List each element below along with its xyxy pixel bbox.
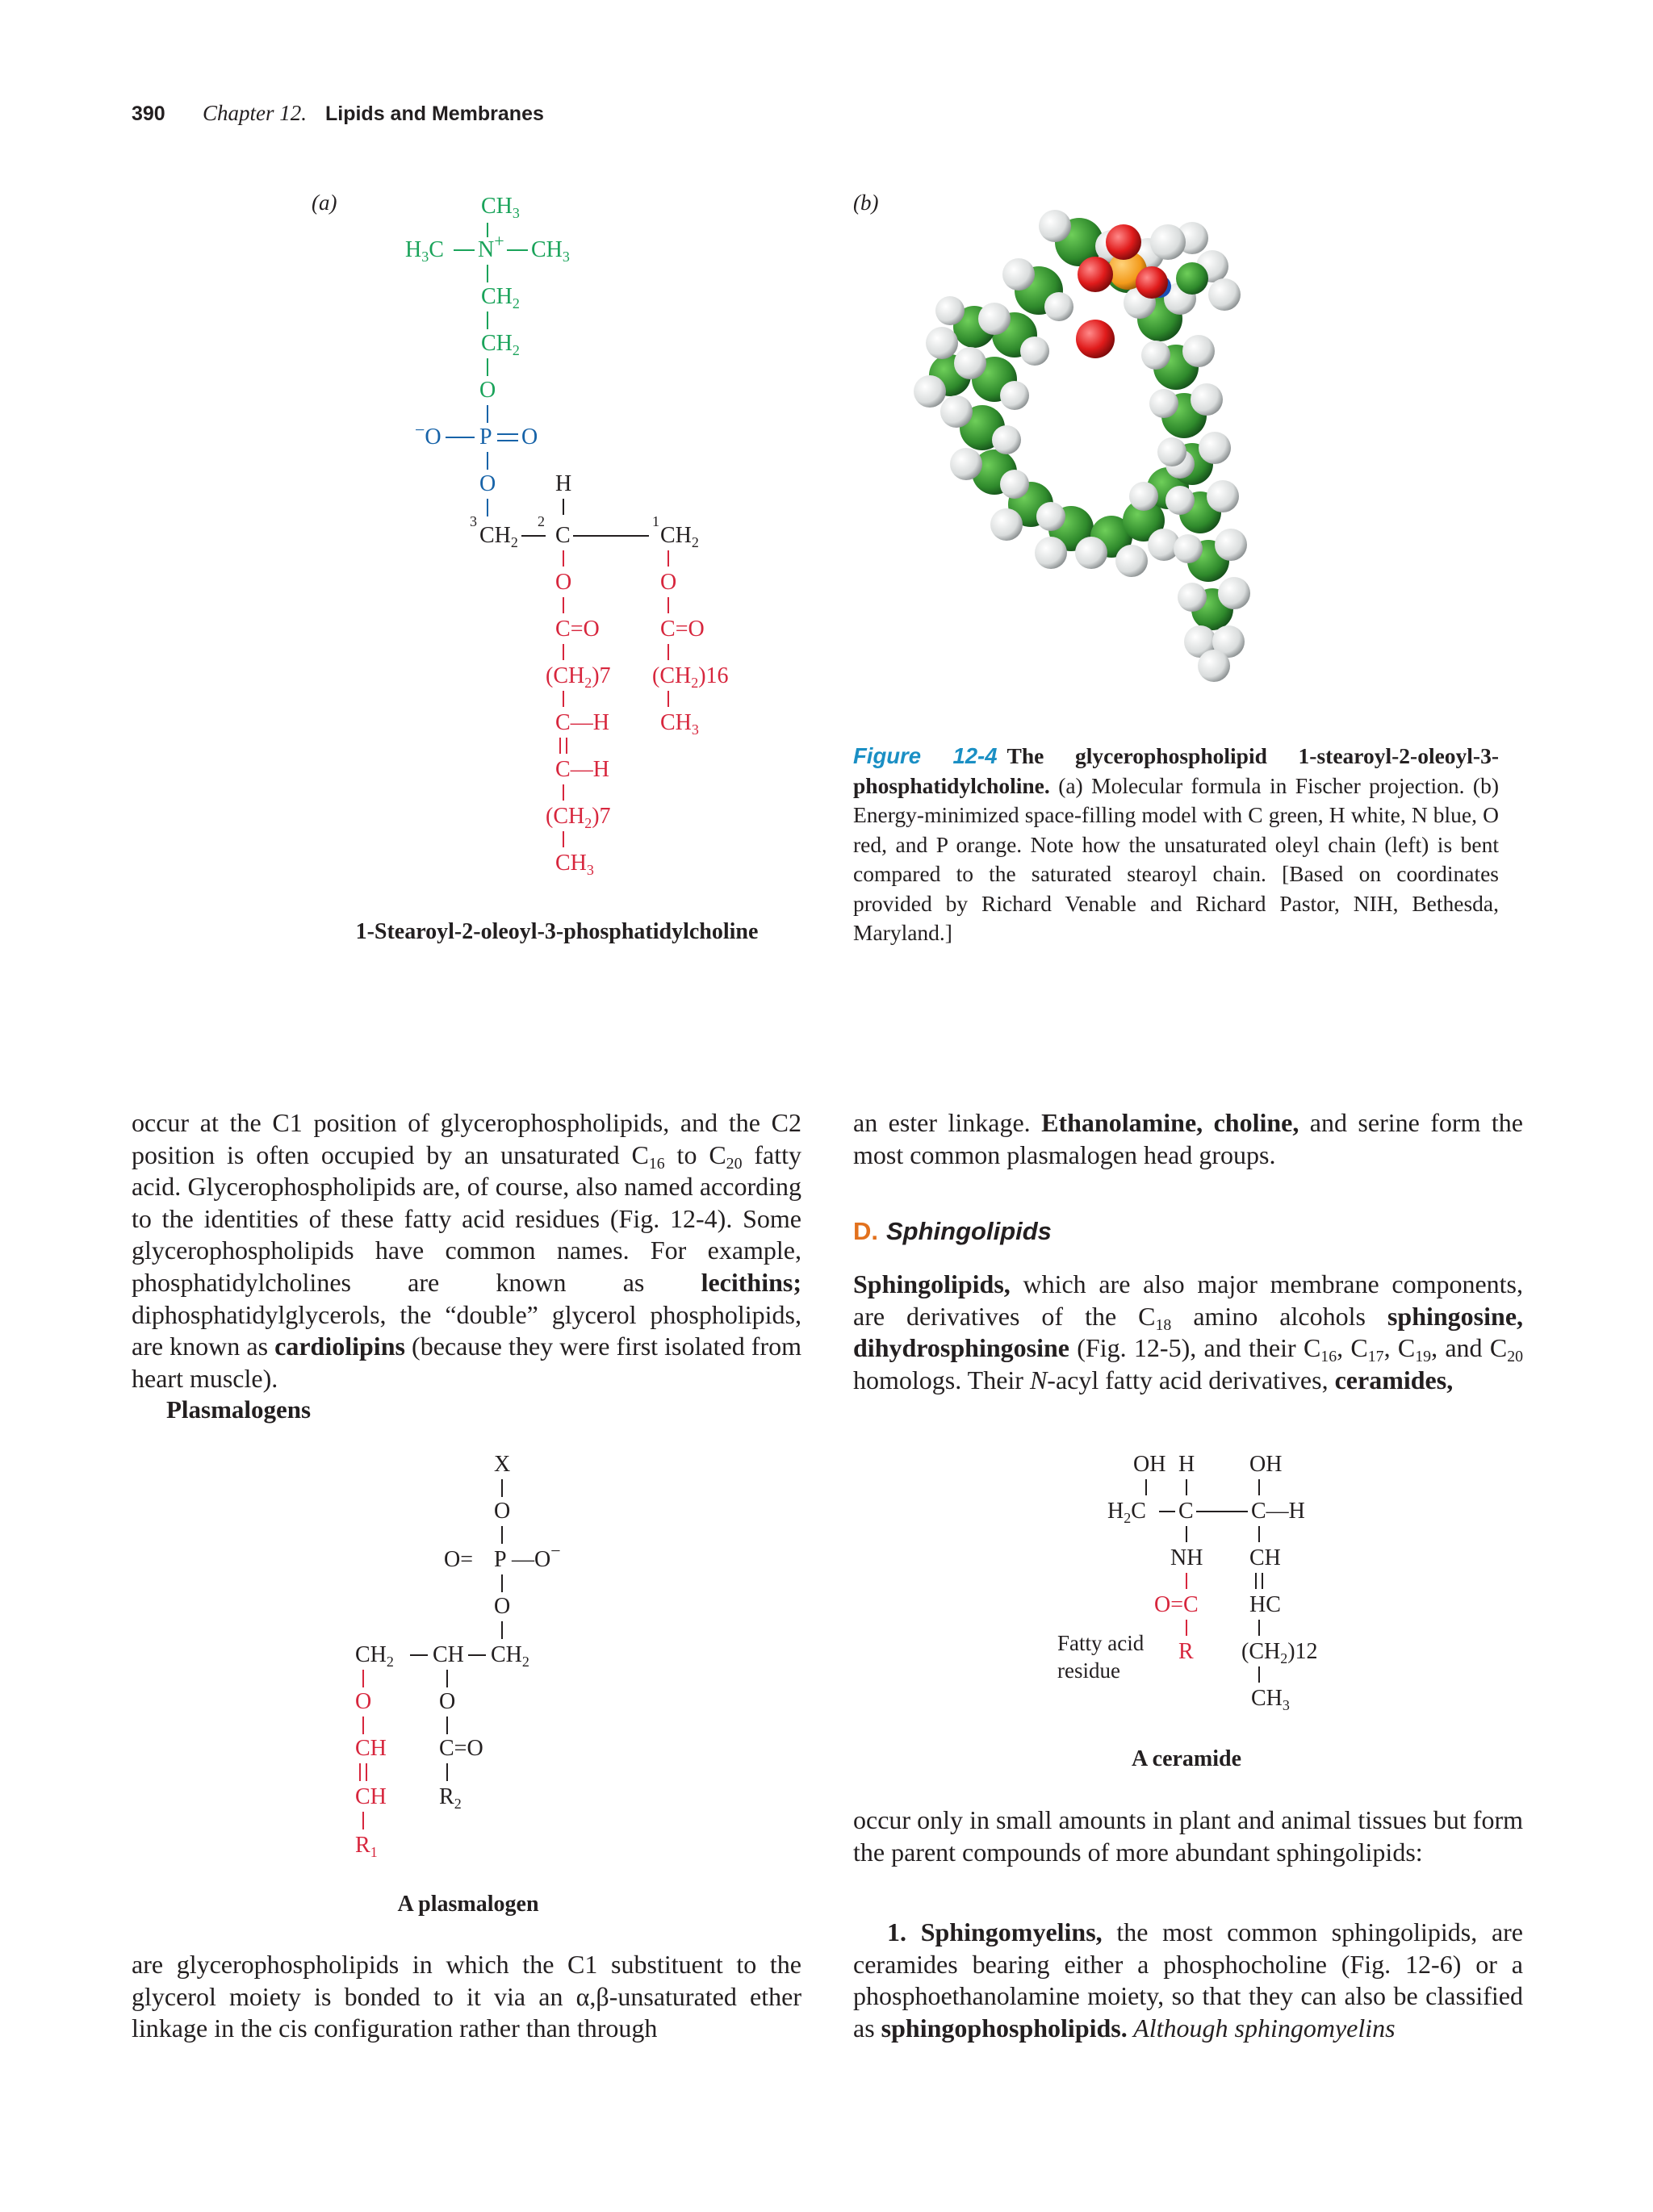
formula-ch2-3: $CH_2$: [479, 523, 518, 550]
formula-carbonyl-2: C=O: [555, 617, 600, 642]
plasmalogens-heading: Plasmalogens: [166, 1395, 312, 1424]
svg-text:NH: NH: [1170, 1545, 1203, 1570]
formula-ch-b: C—H: [555, 757, 609, 782]
svg-text:R: R: [1178, 1639, 1194, 1664]
formula-n-plus: N+: [478, 231, 504, 262]
svg-text:HC: HC: [1249, 1592, 1281, 1617]
svg-text:O: O: [494, 1594, 511, 1619]
formula-ch2-a: $CH_2$: [481, 284, 520, 312]
page-number: 390: [132, 102, 165, 125]
formula-o-ester-1: O: [660, 570, 677, 595]
panel-a-label: (a): [312, 190, 337, 215]
caption-title: The glycerophospholipid 1-stearoyl-2-oleoyl-3-phosphatidylcholine.: [853, 743, 1499, 798]
formula-p-o: O: [521, 424, 538, 450]
left-column-paragraph-2: are glycerophospholipids in which the C1 substituent to the glycerol moiety is bonded to it via an α,β-unsaturated ether linkage in the cis configuration rather than through: [132, 1950, 801, 2043]
ceramide-structure: [1049, 1449, 1372, 1731]
molecule-name: 1-Stearoyl-2-oleoyl-3-phosphatidylcholine: [355, 919, 759, 944]
formula-h: H: [555, 471, 572, 496]
formula-ch2-16: $(CH_2)16$: [652, 663, 729, 691]
right-column-paragraph-2: Sphingolipids, which are also major membrane components, are derivatives of the $C_{18}$ amino alcohols sphingosine, dihydrosphingosine (Fig. 12-5), and their $C_{16}$, $C_{17}$, $C_{19}$, and $C_{20}$ homologs. Their N-acyl fatty acid derivatives, ceramides,: [853, 1269, 1524, 1395]
plasmalogen-name: A plasmalogen: [397, 1892, 539, 1917]
svg-text:O: O: [494, 1499, 511, 1524]
chapter-title: Lipids and Membranes: [325, 102, 544, 125]
panel-b-label: (b): [853, 190, 879, 215]
svg-text:P: P: [494, 1547, 507, 1572]
formula-num-2: 2: [538, 513, 545, 529]
svg-text:CH: CH: [355, 1736, 387, 1761]
formula-o-ester-2: O: [555, 570, 572, 595]
formula-p: P: [479, 424, 492, 450]
svg-text:C—H: C—H: [1251, 1499, 1305, 1524]
svg-text:O=C: O=C: [1154, 1592, 1199, 1617]
formula-c2: C: [555, 523, 571, 548]
svg-text:CH2: $CH_2$: [491, 1642, 529, 1670]
svg-text:—O−: —O−: [512, 1541, 561, 1572]
svg-text:OH: OH: [1249, 1452, 1283, 1477]
svg-text:residue: residue: [1057, 1658, 1120, 1683]
formula-ch3-right: $CH_3$: [531, 237, 570, 265]
left-column-paragraph-1: occur at the C1 position of glycerophospholipids, and the C2 position is often occupied by an unsaturated $C_{16}$ to $C_{20}$ fatty acid. Glycerophospholipids are, of course, also named according to the identities of these fatty acid residues (Fig. 12-4). Some glycerophospholipids have common names. For example, phosphatidylcholines are known as lecithins; diphosphatidylglycerols, the “double” glycerol phospholipids, are known as cardiolipins (because they were first isolated from heart muscle).: [132, 1108, 802, 1393]
plasmalogen-structure: [339, 1449, 662, 1900]
section-heading-sphingolipids: D. Sphingolipids: [853, 1217, 1052, 1245]
right-column-paragraph-3: occur only in small amounts in plant and animal tissues but form the parent compounds of more abundant sphingolipids:: [853, 1805, 1523, 1867]
formula-ch3-oleoyl: $CH_3$: [555, 851, 594, 878]
formula-carbonyl-1: C=O: [660, 617, 705, 642]
svg-text:O: O: [439, 1689, 456, 1714]
caption-body: (a) Molecular formula in Fischer projection. (b) Energy-minimized space-filling model with C green, H white, N blue, O red, and P orange. Note how the unsaturated oleyl chain (left) is bent compared to the saturated stearoyl chain. [Based on coordinates provided by Richard Venable and Richard Pastor, NIH, Bethesda, Maryland.]: [853, 772, 1499, 945]
chapter-label: Chapter 12.: [203, 101, 308, 125]
svg-text:C=O: C=O: [439, 1736, 483, 1761]
svg-text:R2: $R_2$: [439, 1784, 462, 1812]
formula-h3c: $H_3C$: [405, 237, 444, 265]
ceramide-name: A ceramide: [1131, 1746, 1242, 1771]
formula-ch2-7a: $(CH_2)7$: [546, 663, 611, 691]
phosphatidylcholine-formula: [379, 194, 767, 904]
formula-ch2-7b: $(CH_2)7$: [546, 804, 611, 831]
svg-text:CH: CH: [355, 1784, 387, 1809]
sphingomyelins-list-item: 1. Sphingomyelins, the most common sphingolipids, are ceramides bearing either a phosphocholine (Fig. 12-6) or a phosphoethanolamine moiety, so that they can also be classified as sphingophospholipids. Although sphingomyelins: [853, 1917, 1524, 2043]
space-filling-model-image: [853, 206, 1515, 690]
svg-text:OH: OH: [1133, 1452, 1166, 1477]
formula-ch3-stearoyl: $CH_3$: [660, 710, 699, 738]
svg-text:CH2: $CH_2$: [355, 1642, 394, 1670]
formula-ch3-top: $CH_3$: [481, 194, 520, 221]
right-column-paragraph-1: an ester linkage. Ethanolamine, choline, and serine form the most common plasmalogen head groups.: [853, 1108, 1524, 1169]
svg-text:CH: CH: [1249, 1545, 1281, 1570]
formula-num-1: 1: [652, 513, 659, 529]
formula-o-green: O: [479, 378, 496, 403]
svg-text:Fatty acid: Fatty acid: [1057, 1631, 1145, 1655]
svg-text:H2C: $H_2C$: [1107, 1499, 1146, 1526]
svg-text:O: O: [355, 1689, 372, 1714]
svg-text:C: C: [1178, 1499, 1194, 1524]
svg-text:R1: $R_1$: [355, 1833, 378, 1860]
svg-text:O=: O=: [444, 1547, 474, 1572]
formula-ch-a: C—H: [555, 710, 609, 735]
svg-text:H: H: [1178, 1452, 1195, 1477]
svg-text:CH: CH: [433, 1642, 464, 1667]
figure-caption: [853, 742, 1499, 948]
formula-ch2-b: $CH_2$: [481, 331, 520, 358]
svg-text:CH3: $CH_3$: [1251, 1686, 1290, 1713]
svg-text:(CH2)12: $(CH_2)12$: [1241, 1639, 1318, 1666]
formula-o-blue: O: [479, 471, 496, 496]
formula-num-3: 3: [470, 513, 477, 529]
formula-ch2-1: $CH_2$: [660, 523, 699, 550]
svg-text:X: X: [494, 1452, 511, 1477]
formula-o-minus: −O: [415, 420, 441, 450]
figure-number: Figure 12-4: [853, 743, 998, 768]
